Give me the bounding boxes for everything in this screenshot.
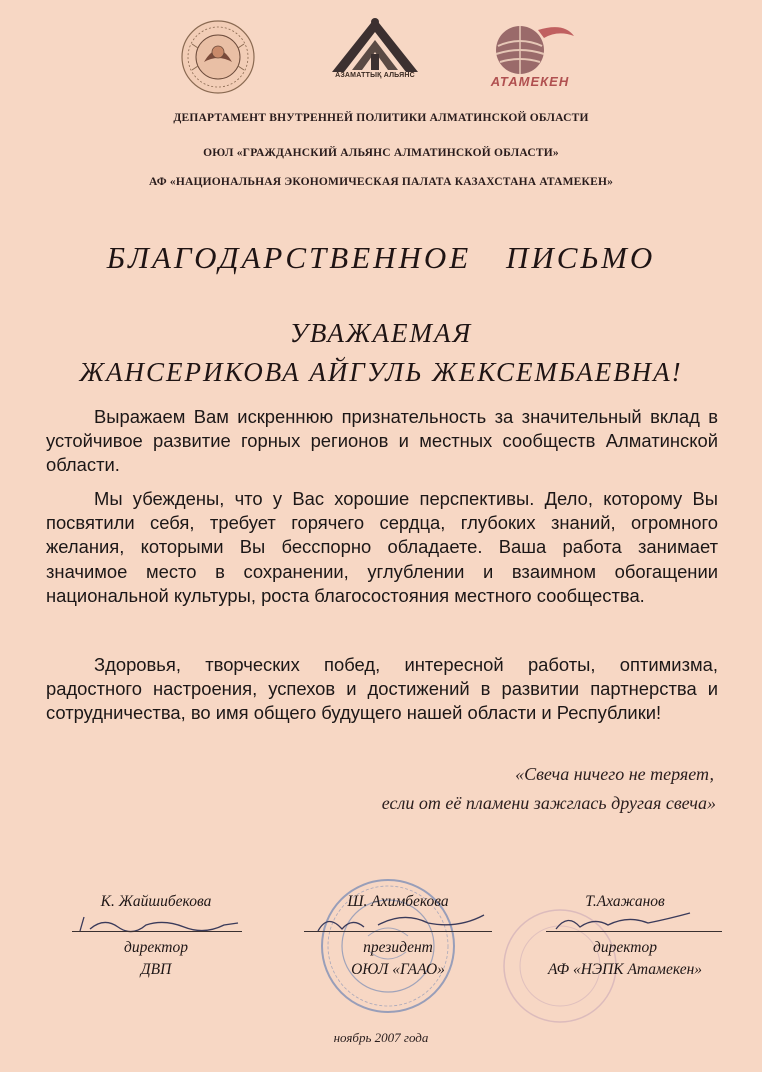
signature-line <box>72 931 242 932</box>
signatory-name: Т.Ахажанов <box>585 893 665 910</box>
quote-line-2: если от её пламени зажглась другая свеча» <box>381 793 716 813</box>
body-paragraph-1 <box>46 405 718 478</box>
letter-title: БЛАГОДАРСТВЕННОЕ ПИСЬМО <box>106 240 656 275</box>
signatory-role: президент <box>363 939 433 956</box>
signatory-name: Ш. Ахимбекова <box>347 893 449 910</box>
quote-line-1: «Свеча ничего не теряет, <box>515 764 714 784</box>
paragraph-text: Здоровья, творческих побед, интересной работы, оптимизма, радостного настроения, успехов и достижений в развитии партнерства и сотрудничества, во имя общего будущего нашей области и Республики! <box>46 654 718 724</box>
alliance-logo-caption: АЗАМАТТЫҚ АЛЬЯНС <box>335 72 415 79</box>
paragraph-text: Выражаем Вам искреннюю признательность за значительный вклад в устойчивое развитие горных регионов и местных сообществ Алматинской области. <box>46 406 718 476</box>
salutation: УВАЖАЕМАЯ <box>289 318 473 348</box>
organization-line-1: ДЕПАРТАМЕНТ ВНУТРЕННЕЙ ПОЛИТИКИ АЛМАТИНСКОЙ ОБЛАСТИ <box>173 112 589 124</box>
signature-line <box>546 931 722 932</box>
signatory-organization: ОЮЛ «ГААО» <box>351 961 445 978</box>
body-paragraph-3 <box>46 653 718 726</box>
signatory-name: К. Жайшибекова <box>100 893 212 910</box>
recipient-name: ЖАНСЕРИКОВА АЙГУЛЬ ЖЕКСЕМБАЕВНА! <box>79 357 683 387</box>
body-paragraph-2 <box>46 487 718 608</box>
signatory-role: директор <box>124 939 188 956</box>
paragraph-text: Мы убеждены, что у Вас хорошие перспективы. Дело, которому Вы посвятили себя, требует горячего сердца, глубоких знаний, огромного желания, которыми Вы бесспорно обладаете. Ваша работа занимает значимое место в сохранении, углублении и взаимном обогащении национальной культуры, роста благосостояния местного сообщества. <box>46 488 718 606</box>
signatory-right <box>520 893 730 978</box>
signatory-role: директор <box>593 939 657 956</box>
handwritten-signature <box>308 907 498 937</box>
state-emblem-logo <box>172 18 264 96</box>
signatory-left <box>56 893 256 978</box>
organization-line-3: АФ «НАЦИОНАЛЬНАЯ ЭКОНОМИЧЕСКАЯ ПАЛАТА КАЗАХСТАНА АТАМЕКЕН» <box>148 176 614 188</box>
atameken-logo-caption: АТАМЕКЕН <box>490 74 570 89</box>
signatory-middle <box>298 893 498 978</box>
signature-line <box>304 931 492 932</box>
signatory-organization: АФ «НЭПК Атамекен» <box>547 961 703 978</box>
letter-date: ноябрь 2007 года <box>333 1030 429 1045</box>
signatory-organization: ДВП <box>140 961 172 978</box>
organization-line-2: ОЮЛ «ГРАЖДАНСКИЙ АЛЬЯНС АЛМАТИНСКОЙ ОБЛАСТИ» <box>203 147 559 159</box>
